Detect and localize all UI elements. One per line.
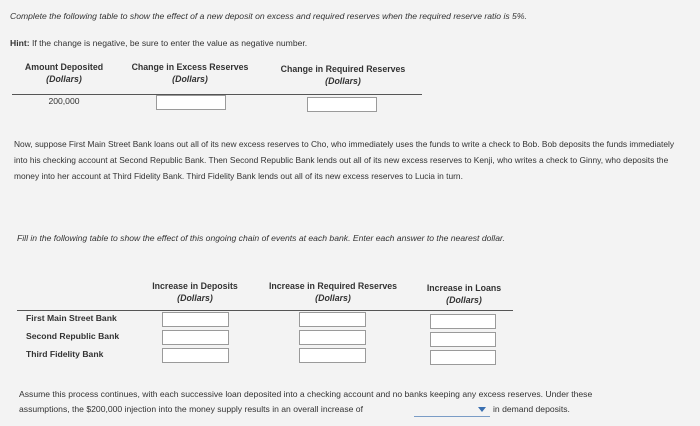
row-label-third-fidelity: Third Fidelity Bank: [26, 349, 104, 359]
required-reserves-header: Change in Required Reserves (Dollars): [280, 64, 406, 86]
hint-text: If the change is negative, be sure to enter the value as negative number.: [31, 38, 308, 48]
third-fidelity-loans-input[interactable]: [430, 350, 496, 365]
increase-deposits-header: Increase in Deposits (Dollars): [152, 281, 238, 303]
conclusion-line2-before: assumptions, the $200,000 injection into the money supply results in an overall increase of: [19, 404, 363, 414]
second-republic-loans-input[interactable]: [430, 332, 496, 347]
main-instruction: Complete the following table to show the effect of a new deposit on excess and required reserves when the required reserve ratio is 5%.: [10, 11, 527, 21]
first-main-required-input[interactable]: [299, 312, 366, 327]
third-fidelity-required-input[interactable]: [299, 348, 366, 363]
amount-deposited-value: 200,000: [48, 96, 80, 106]
row-label-second-republic: Second Republic Bank: [26, 331, 120, 341]
hint-label: Hint:: [10, 38, 30, 48]
scenario-paragraph: Now, suppose First Main Street Bank loans out all of its new excess reserves to Cho, who immediately uses the funds to write a check to Bob. Bob deposits the funds immediately into his checking account at Second Republic Bank. Then Second Republic Bank lends out all of its new excess reserves to Kenji, who writes a check to Ginny, who deposits the money into her account at Third Fidelity Bank. Third Fidelity Bank lends out all of its new excess reserves to Lucia in turn.: [14, 139, 675, 181]
first-main-loans-input[interactable]: [430, 314, 496, 329]
excess-reserves-input[interactable]: [156, 95, 226, 110]
first-main-deposits-input[interactable]: [162, 312, 229, 327]
increase-required-reserves-header: Increase in Required Reserves (Dollars): [268, 281, 398, 303]
row-label-first-main-street: First Main Street Bank: [26, 313, 117, 323]
chevron-down-icon: [478, 407, 486, 412]
excess-reserves-header: Change in Excess Reserves (Dollars): [131, 62, 249, 84]
hint: [10, 38, 307, 50]
table2-rule: [17, 310, 513, 311]
increase-loans-header: Increase in Loans (Dollars): [426, 283, 502, 305]
second-republic-deposits-input[interactable]: [162, 330, 229, 345]
overall-increase-dropdown[interactable]: [414, 404, 490, 417]
required-reserves-input[interactable]: [307, 97, 377, 112]
amount-deposited-header: Amount Deposited (Dollars): [24, 62, 104, 84]
second-republic-required-input[interactable]: [299, 330, 366, 345]
table2-instruction: Fill in the following table to show the effect of this ongoing chain of events at each bank. Enter each answer to the nearest dollar.: [17, 233, 505, 243]
third-fidelity-deposits-input[interactable]: [162, 348, 229, 363]
conclusion-line2-after: in demand deposits.: [493, 404, 570, 414]
conclusion-line1: Assume this process continues, with each successive loan deposited into a checking account and no banks keeping any excess reserves. Under these: [19, 389, 593, 399]
